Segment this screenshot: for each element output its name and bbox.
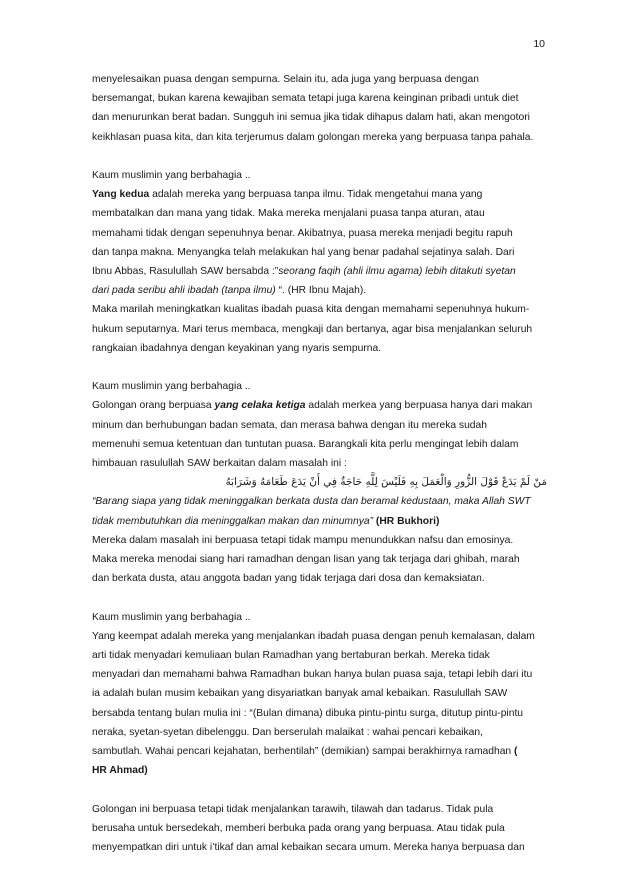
text-span: “. (HR Ibnu Majah). <box>275 285 367 297</box>
bold-phrase: Yang kedua <box>92 189 150 201</box>
paragraph-2 <box>92 166 547 358</box>
text-line: neraka, syetan-syetan dibelenggu. Dan berserulah malaikat : wahai pencari kebaikan, <box>92 726 483 738</box>
text-line: himbauan rasulullah SAW berkaitan dalam masalah ini : <box>92 458 347 470</box>
paragraph-5 <box>92 800 547 858</box>
greeting-line: Kaum muslimin yang berbahagia .. <box>92 611 251 623</box>
text-line: dan tanpa makna. Menyangka telah melakukan hal yang benar padahal sejatinya salah. Dari <box>92 246 515 258</box>
hadith-source: ( <box>514 746 518 758</box>
text-span: adalah merkea yang berpuasa hanya dari makan <box>305 400 533 412</box>
paragraph-3 <box>92 377 547 588</box>
text-line: memenuhi semua ketentuan dan tuntutan puasa. Barangkali kita perlu mengingat lebih dalam <box>92 438 519 450</box>
page-number: 10 <box>533 38 545 50</box>
text-line <box>92 281 547 300</box>
document-body <box>92 70 547 876</box>
text-line: keikhlasan puasa kita, dan kita terjerumus dalam golongan mereka yang berpuasa tanpa pahala. <box>92 131 534 143</box>
text-line: dan berkata dusta, atau anggota badan yang tidak terjaga dari dosa dan kemaksiatan. <box>92 573 485 585</box>
text-line: Golongan ini berpuasa tetapi tidak menjalankan tarawih, tilawah dan tadarus. Tidak pula <box>92 803 494 815</box>
text-line: Yang keempat adalah mereka yang menjalankan ibadah puasa dengan penuh kemalasan, dalam <box>92 630 535 642</box>
hadith-source: (HR Bukhori) <box>373 515 440 527</box>
text-span: Ibnu Abbas, Rasulullah SAW bersabda :” <box>92 266 279 278</box>
text-span: sambutlah. Wahai pencari kejahatan, berhentilah” (demikian) sampai berakhirnya ramadhan <box>92 746 515 758</box>
bold-italic-phrase: yang celaka ketiga <box>214 400 306 412</box>
text-line: minum dan berhubungan badan semata, dan merasa bahwa dengan itu mereka sudah <box>92 419 487 431</box>
italic-quote: dari pada seribu ahli ibadah (tanpa ilmu) <box>92 285 276 297</box>
text-line: hukum seputarnya. Mari terus membaca, mengkaji dan bertanya, agar bisa menjalankan seluruh <box>92 323 533 335</box>
text-line: membatalkan dan mana yang tidak. Maka mereka menjalani puasa tanpa aturan, atau <box>92 208 485 220</box>
text-line: Mereka dalam masalah ini berpuasa tetapi tidak mampu menundukkan nafsu dan emosinya. <box>92 534 514 546</box>
text-line: menyelesaikan puasa dengan sempurna. Selain itu, ada juga yang berpuasa dengan <box>92 74 479 85</box>
italic-quote: seorang faqih (ahli ilmu agama) lebih ditakuti syetan <box>278 266 516 278</box>
text-line: memahami tidak dengan sepenuhnya benar. Akibatnya, puasa mereka menjadi begitu rapuh <box>92 227 513 239</box>
text-line <box>92 742 547 761</box>
text-line: berusaha untuk bersedekah, memberi berbuka pada orang yang berpuasa. Atau tidak pula <box>92 822 505 834</box>
text-line <box>92 185 547 204</box>
hadith-source: HR Ahmad) <box>92 765 148 777</box>
greeting-line: Kaum muslimin yang berbahagia .. <box>92 170 251 181</box>
arabic-hadith: مَنْ لَمْ يَدَعْ قَوْلَ الزُّورِ وَالْعَمَلَ بِهِ فَلَيْسَ لِلَّهِ حَاجَةٌ فِي أَنْ يَدَعَ طَعَامَهُ وَشَرَابَهُ <box>225 476 547 489</box>
text-line <box>92 512 547 531</box>
text-line: bersemangat, bukan karena kewajiban semata tetapi juga karena keinginan pribadi untuk diet <box>92 93 519 105</box>
hadith-translation: “Barang siapa yang tidak meninggalkan berkata dusta dan beramal kedustaan, maka Allah SWT <box>92 496 531 508</box>
text-line: menyadari dan memahami bahwa Ramadhan bukan hanya bulan puasa saja, tetapi lebih dari itu <box>92 669 533 681</box>
text-line: dan menurunkan berat badan. Sungguh ini semua jika tidak dihapus dalam hati, akan mengotori <box>92 112 530 124</box>
greeting-line: Kaum muslimin yang berbahagia .. <box>92 381 251 393</box>
text-span: Golongan orang berpuasa <box>92 400 215 412</box>
text-line <box>92 396 547 415</box>
text-line: arti tidak menyadari kemuliaan bulan Ramadhan yang bertaburan berkah. Mereka tidak <box>92 650 490 662</box>
text-span: adalah mereka yang berpuasa tanpa ilmu. Tidak mengetahui mana yang <box>149 189 483 201</box>
hadith-translation: tidak membutuhkan dia meninggalkan makan dan minumnya” <box>92 515 374 527</box>
text-line: menyempatkan diri untuk i’tikaf dan amal kebaikan secara umum. Mereka hanya berpuasa dan <box>92 842 525 854</box>
text-line: rangkaian ibadahnya dengan keyakinan yang nyaris sempurna. <box>92 342 382 354</box>
paragraph-1 <box>92 70 547 147</box>
text-line: bersabda tentang bulan mulia ini : “(Bulan dimana) dibuka pintu-pintu surga, ditutup pintu-pintu <box>92 707 524 719</box>
text-line: Maka mereka menodai siang hari ramadhan dengan lisan yang tak terjaga dari ghibah, marah <box>92 554 520 566</box>
text-line: Maka marilah meningkatkan kualitas ibadah puasa kita dengan memahami sepenuhnya hukum- <box>92 304 530 316</box>
paragraph-4 <box>92 608 547 781</box>
text-line: ia adalah bulan musim kebaikan yang disyariatkan banyak amal kebaikan. Rasulullah SAW <box>92 688 508 700</box>
text-line <box>92 262 547 281</box>
